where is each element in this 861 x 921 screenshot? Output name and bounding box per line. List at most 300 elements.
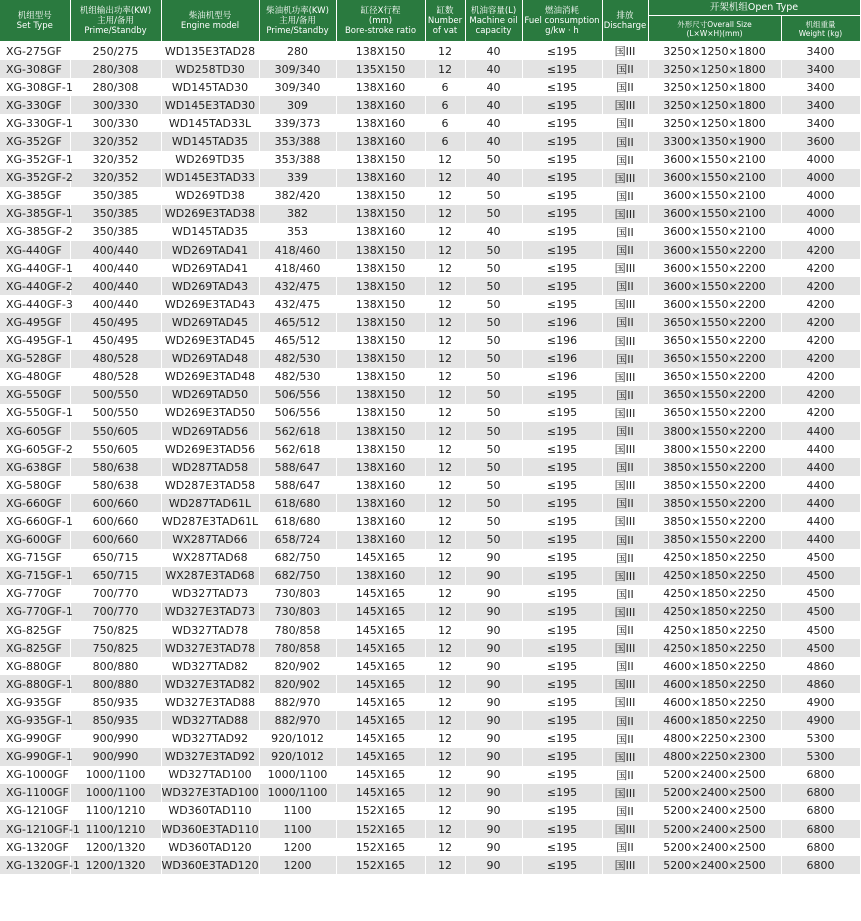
- cell-fuel-consumption: ≤195: [522, 621, 602, 639]
- cell-overall-size: 3250×1250×1800: [648, 96, 781, 114]
- cell-bore-stroke: 138X160: [336, 476, 425, 494]
- cell-fuel-consumption: ≤195: [522, 784, 602, 802]
- table-row: [0, 386, 860, 404]
- cell-discharge: 国II: [602, 78, 648, 96]
- cell-engine-model: WD327TAD88: [161, 711, 259, 729]
- table-row: [0, 766, 860, 784]
- cell-output-power: 1000/1100: [70, 784, 161, 802]
- cell-bore-stroke: 135X150: [336, 60, 425, 78]
- cell-discharge: 国III: [602, 169, 648, 187]
- cell-engine-model: WD269E3TAD38: [161, 205, 259, 223]
- cell-bore-stroke: 138X160: [336, 494, 425, 512]
- cell-discharge: 国III: [602, 675, 648, 693]
- cell-fuel-consumption: ≤195: [522, 766, 602, 784]
- cell-bore-stroke: 138X160: [336, 458, 425, 476]
- cell-vat-count: 12: [425, 784, 465, 802]
- header-bore-stroke: 缸径X行程 (mm) Bore-stroke ratio: [336, 0, 425, 42]
- table-row: [0, 60, 860, 78]
- cell-engine-model: WD145E3TAD30: [161, 96, 259, 114]
- cell-overall-size: 4800×2250×2300: [648, 748, 781, 766]
- cell-engine-model: WD287E3TAD61L: [161, 512, 259, 530]
- cell-discharge: 国III: [602, 693, 648, 711]
- table-row: [0, 512, 860, 530]
- cell-set-type: XG-1320GF-1: [0, 856, 70, 874]
- cell-oil-capacity: 50: [465, 476, 522, 494]
- cell-bore-stroke: 138X150: [336, 350, 425, 368]
- header-overall-size: 外形尺寸Overall Size (L×W×H)(mm): [648, 16, 781, 42]
- cell-engine-model: WD360TAD110: [161, 802, 259, 820]
- table-row: [0, 820, 860, 838]
- cell-engine-power: 353: [259, 223, 336, 241]
- cell-engine-power: 482/530: [259, 368, 336, 386]
- cell-oil-capacity: 90: [465, 585, 522, 603]
- cell-engine-model: WD269TAD48: [161, 350, 259, 368]
- table-row: [0, 187, 860, 205]
- cell-output-power: 900/990: [70, 730, 161, 748]
- cell-bore-stroke: 145X165: [336, 748, 425, 766]
- cell-bore-stroke: 138X150: [336, 295, 425, 313]
- cell-oil-capacity: 40: [465, 132, 522, 150]
- cell-set-type: XG-385GF-2: [0, 223, 70, 241]
- cell-fuel-consumption: ≤195: [522, 60, 602, 78]
- cell-overall-size: 3800×1550×2200: [648, 440, 781, 458]
- cell-weight: 4500: [781, 603, 860, 621]
- cell-overall-size: 4250×1850×2250: [648, 621, 781, 639]
- cell-discharge: 国III: [602, 259, 648, 277]
- cell-overall-size: 5200×2400×2500: [648, 784, 781, 802]
- table-row: [0, 856, 860, 874]
- cell-engine-power: 882/970: [259, 711, 336, 729]
- cell-set-type: XG-1100GF: [0, 784, 70, 802]
- cell-fuel-consumption: ≤195: [522, 277, 602, 295]
- header-output: 机组输出功率(KW) 主用/备用 Prime/Standby: [70, 0, 161, 42]
- cell-output-power: 400/440: [70, 259, 161, 277]
- cell-overall-size: 3850×1550×2200: [648, 531, 781, 549]
- cell-set-type: XG-1320GF: [0, 838, 70, 856]
- cell-bore-stroke: 145X165: [336, 639, 425, 657]
- cell-engine-model: WD269E3TAD56: [161, 440, 259, 458]
- cell-weight: 4400: [781, 494, 860, 512]
- cell-bore-stroke: 145X165: [336, 711, 425, 729]
- cell-output-power: 350/385: [70, 187, 161, 205]
- cell-set-type: XG-495GF-1: [0, 332, 70, 350]
- cell-set-type: XG-990GF-1: [0, 748, 70, 766]
- table-row: [0, 585, 860, 603]
- cell-set-type: XG-495GF: [0, 313, 70, 331]
- cell-bore-stroke: 138X150: [336, 332, 425, 350]
- cell-discharge: 国II: [602, 494, 648, 512]
- cell-engine-model: WD269E3TAD48: [161, 368, 259, 386]
- cell-vat-count: 12: [425, 295, 465, 313]
- cell-oil-capacity: 90: [465, 675, 522, 693]
- cell-oil-capacity: 90: [465, 657, 522, 675]
- cell-engine-model: WD327E3TAD73: [161, 603, 259, 621]
- cell-engine-power: 730/803: [259, 603, 336, 621]
- cell-engine-power: 382: [259, 205, 336, 223]
- cell-engine-power: 618/680: [259, 512, 336, 530]
- header-weight: 机组重量 Weight (kg): [781, 16, 860, 42]
- table-row: [0, 78, 860, 96]
- cell-discharge: 国II: [602, 350, 648, 368]
- header-discharge: 排放 Discharge: [602, 0, 648, 42]
- cell-fuel-consumption: ≤195: [522, 295, 602, 313]
- cell-fuel-consumption: ≤196: [522, 313, 602, 331]
- cell-fuel-consumption: ≤195: [522, 440, 602, 458]
- cell-overall-size: 3250×1250×1800: [648, 114, 781, 132]
- cell-oil-capacity: 90: [465, 766, 522, 784]
- cell-output-power: 400/440: [70, 241, 161, 259]
- cell-output-power: 450/495: [70, 313, 161, 331]
- cell-discharge: 国III: [602, 368, 648, 386]
- cell-vat-count: 12: [425, 205, 465, 223]
- cell-vat-count: 12: [425, 531, 465, 549]
- cell-bore-stroke: 138X160: [336, 78, 425, 96]
- cell-vat-count: 12: [425, 476, 465, 494]
- cell-set-type: XG-990GF: [0, 730, 70, 748]
- table-row: [0, 332, 860, 350]
- table-row: [0, 730, 860, 748]
- cell-bore-stroke: 138X160: [336, 96, 425, 114]
- cell-bore-stroke: 138X150: [336, 404, 425, 422]
- cell-bore-stroke: 138X160: [336, 512, 425, 530]
- cell-bore-stroke: 138X160: [336, 114, 425, 132]
- cell-overall-size: 3600×1550×2200: [648, 277, 781, 295]
- cell-output-power: 900/990: [70, 748, 161, 766]
- cell-set-type: XG-715GF: [0, 549, 70, 567]
- cell-discharge: 国III: [602, 639, 648, 657]
- cell-bore-stroke: 152X165: [336, 802, 425, 820]
- cell-weight: 4500: [781, 567, 860, 585]
- cell-vat-count: 12: [425, 802, 465, 820]
- table-row: [0, 295, 860, 313]
- cell-engine-model: WD327TAD92: [161, 730, 259, 748]
- cell-weight: 4200: [781, 259, 860, 277]
- cell-overall-size: 3600×1550×2100: [648, 151, 781, 169]
- cell-discharge: 国II: [602, 422, 648, 440]
- cell-bore-stroke: 138X160: [336, 223, 425, 241]
- cell-vat-count: 12: [425, 549, 465, 567]
- cell-vat-count: 12: [425, 856, 465, 874]
- cell-engine-power: 432/475: [259, 295, 336, 313]
- cell-output-power: 580/638: [70, 458, 161, 476]
- cell-weight: 4000: [781, 205, 860, 223]
- cell-weight: 4200: [781, 386, 860, 404]
- cell-vat-count: 6: [425, 78, 465, 96]
- cell-discharge: 国III: [602, 476, 648, 494]
- cell-fuel-consumption: ≤195: [522, 657, 602, 675]
- cell-bore-stroke: 152X165: [336, 838, 425, 856]
- table-row: [0, 549, 860, 567]
- cell-engine-model: WD269TAD50: [161, 386, 259, 404]
- cell-fuel-consumption: ≤195: [522, 639, 602, 657]
- cell-discharge: 国II: [602, 458, 648, 476]
- cell-bore-stroke: 138X150: [336, 277, 425, 295]
- cell-discharge: 国II: [602, 730, 648, 748]
- cell-weight: 6800: [781, 766, 860, 784]
- header-open-type: 开架机组Open Type: [648, 0, 860, 16]
- cell-discharge: 国II: [602, 60, 648, 78]
- table-row: [0, 531, 860, 549]
- table-row: [0, 96, 860, 114]
- cell-output-power: 250/275: [70, 42, 161, 61]
- cell-set-type: XG-935GF-1: [0, 711, 70, 729]
- cell-oil-capacity: 50: [465, 205, 522, 223]
- cell-weight: 4500: [781, 621, 860, 639]
- cell-oil-capacity: 40: [465, 42, 522, 61]
- cell-bore-stroke: 152X165: [336, 856, 425, 874]
- cell-discharge: 国III: [602, 567, 648, 585]
- cell-engine-model: WD269E3TAD50: [161, 404, 259, 422]
- cell-set-type: XG-308GF: [0, 60, 70, 78]
- cell-output-power: 600/660: [70, 531, 161, 549]
- cell-set-type: XG-770GF-1: [0, 603, 70, 621]
- cell-oil-capacity: 50: [465, 512, 522, 530]
- table-row: [0, 639, 860, 657]
- cell-discharge: 国II: [602, 531, 648, 549]
- cell-output-power: 1000/1100: [70, 766, 161, 784]
- cell-oil-capacity: 50: [465, 332, 522, 350]
- cell-set-type: XG-605GF-2: [0, 440, 70, 458]
- cell-oil-capacity: 50: [465, 350, 522, 368]
- cell-overall-size: 3650×1550×2200: [648, 350, 781, 368]
- table-row: [0, 151, 860, 169]
- cell-engine-model: WD145TAD33L: [161, 114, 259, 132]
- cell-discharge: 国II: [602, 549, 648, 567]
- cell-oil-capacity: 50: [465, 404, 522, 422]
- table-row: [0, 277, 860, 295]
- cell-vat-count: 6: [425, 114, 465, 132]
- cell-discharge: 国II: [602, 802, 648, 820]
- header-oil-capacity: 机油容量(L) Machine oil capacity: [465, 0, 522, 42]
- cell-oil-capacity: 40: [465, 114, 522, 132]
- cell-engine-model: WD269TAD56: [161, 422, 259, 440]
- cell-engine-power: 820/902: [259, 675, 336, 693]
- cell-output-power: 300/330: [70, 96, 161, 114]
- cell-bore-stroke: 145X165: [336, 784, 425, 802]
- cell-weight: 4000: [781, 187, 860, 205]
- table-row: [0, 422, 860, 440]
- cell-output-power: 480/528: [70, 368, 161, 386]
- cell-engine-power: 309: [259, 96, 336, 114]
- cell-output-power: 400/440: [70, 277, 161, 295]
- cell-set-type: XG-440GF-2: [0, 277, 70, 295]
- cell-output-power: 350/385: [70, 205, 161, 223]
- cell-set-type: XG-352GF: [0, 132, 70, 150]
- cell-set-type: XG-880GF: [0, 657, 70, 675]
- cell-weight: 6800: [781, 784, 860, 802]
- cell-oil-capacity: 90: [465, 567, 522, 585]
- cell-engine-model: WD327TAD82: [161, 657, 259, 675]
- cell-weight: 4400: [781, 440, 860, 458]
- cell-bore-stroke: 138X150: [336, 187, 425, 205]
- cell-oil-capacity: 40: [465, 78, 522, 96]
- cell-set-type: XG-605GF: [0, 422, 70, 440]
- cell-bore-stroke: 138X160: [336, 531, 425, 549]
- cell-bore-stroke: 138X160: [336, 567, 425, 585]
- header-fuel-consumption: 燃油消耗 Fuel consumption g/kw · h: [522, 0, 602, 42]
- cell-output-power: 300/330: [70, 114, 161, 132]
- table-row: [0, 603, 860, 621]
- cell-weight: 4200: [781, 332, 860, 350]
- cell-engine-model: WD327E3TAD100: [161, 784, 259, 802]
- cell-overall-size: 5200×2400×2500: [648, 838, 781, 856]
- cell-bore-stroke: 138X150: [336, 313, 425, 331]
- cell-overall-size: 4800×2250×2300: [648, 730, 781, 748]
- table-row: [0, 440, 860, 458]
- cell-engine-model: WD327TAD100: [161, 766, 259, 784]
- cell-weight: 6800: [781, 820, 860, 838]
- cell-set-type: XG-825GF: [0, 639, 70, 657]
- cell-vat-count: 12: [425, 350, 465, 368]
- table-row: [0, 205, 860, 223]
- cell-discharge: 国III: [602, 748, 648, 766]
- cell-overall-size: 5200×2400×2500: [648, 820, 781, 838]
- cell-bore-stroke: 138X160: [336, 169, 425, 187]
- cell-oil-capacity: 50: [465, 277, 522, 295]
- cell-engine-model: WD360E3TAD120: [161, 856, 259, 874]
- cell-oil-capacity: 50: [465, 368, 522, 386]
- cell-weight: 4500: [781, 549, 860, 567]
- cell-engine-power: 353/388: [259, 151, 336, 169]
- cell-overall-size: 3650×1550×2200: [648, 404, 781, 422]
- cell-bore-stroke: 138X160: [336, 132, 425, 150]
- cell-output-power: 350/385: [70, 223, 161, 241]
- cell-fuel-consumption: ≤195: [522, 169, 602, 187]
- cell-set-type: XG-330GF: [0, 96, 70, 114]
- cell-engine-model: WD145TAD35: [161, 132, 259, 150]
- cell-vat-count: 12: [425, 60, 465, 78]
- cell-output-power: 750/825: [70, 621, 161, 639]
- cell-overall-size: 4600×1850×2250: [648, 711, 781, 729]
- cell-discharge: 国II: [602, 657, 648, 675]
- cell-bore-stroke: 152X165: [336, 820, 425, 838]
- table-row: [0, 114, 860, 132]
- cell-fuel-consumption: ≤195: [522, 458, 602, 476]
- cell-fuel-consumption: ≤196: [522, 332, 602, 350]
- table-row: [0, 458, 860, 476]
- cell-engine-model: WX287TAD68: [161, 549, 259, 567]
- cell-weight: 4860: [781, 675, 860, 693]
- cell-engine-power: 1200: [259, 856, 336, 874]
- table-row: [0, 494, 860, 512]
- cell-bore-stroke: 145X165: [336, 693, 425, 711]
- cell-vat-count: 12: [425, 458, 465, 476]
- cell-engine-model: WD269E3TAD45: [161, 332, 259, 350]
- cell-fuel-consumption: ≤195: [522, 748, 602, 766]
- cell-oil-capacity: 40: [465, 223, 522, 241]
- cell-bore-stroke: 145X165: [336, 621, 425, 639]
- cell-output-power: 480/528: [70, 350, 161, 368]
- cell-set-type: XG-385GF: [0, 187, 70, 205]
- cell-vat-count: 12: [425, 585, 465, 603]
- cell-engine-power: 1100: [259, 802, 336, 820]
- cell-fuel-consumption: ≤195: [522, 476, 602, 494]
- cell-set-type: XG-935GF: [0, 693, 70, 711]
- cell-engine-power: 418/460: [259, 259, 336, 277]
- cell-set-type: XG-352GF-1: [0, 151, 70, 169]
- cell-overall-size: 4600×1850×2250: [648, 657, 781, 675]
- cell-engine-model: WD269TD38: [161, 187, 259, 205]
- cell-vat-count: 12: [425, 241, 465, 259]
- cell-weight: 4000: [781, 223, 860, 241]
- cell-fuel-consumption: ≤195: [522, 132, 602, 150]
- cell-fuel-consumption: ≤195: [522, 205, 602, 223]
- cell-bore-stroke: 145X165: [336, 549, 425, 567]
- cell-discharge: 国III: [602, 96, 648, 114]
- cell-engine-power: 465/512: [259, 313, 336, 331]
- cell-overall-size: 5200×2400×2500: [648, 856, 781, 874]
- cell-oil-capacity: 90: [465, 802, 522, 820]
- cell-overall-size: 3850×1550×2200: [648, 458, 781, 476]
- cell-vat-count: 12: [425, 422, 465, 440]
- cell-output-power: 280/308: [70, 60, 161, 78]
- cell-fuel-consumption: ≤195: [522, 711, 602, 729]
- cell-overall-size: 3600×1550×2200: [648, 259, 781, 277]
- cell-oil-capacity: 40: [465, 169, 522, 187]
- cell-oil-capacity: 90: [465, 730, 522, 748]
- cell-vat-count: 12: [425, 332, 465, 350]
- cell-vat-count: 12: [425, 603, 465, 621]
- cell-oil-capacity: 50: [465, 440, 522, 458]
- cell-fuel-consumption: ≤195: [522, 820, 602, 838]
- cell-discharge: 国II: [602, 711, 648, 729]
- cell-vat-count: 12: [425, 440, 465, 458]
- cell-fuel-consumption: ≤195: [522, 675, 602, 693]
- cell-discharge: 国II: [602, 241, 648, 259]
- cell-discharge: 国III: [602, 603, 648, 621]
- cell-set-type: XG-550GF: [0, 386, 70, 404]
- cell-bore-stroke: 145X165: [336, 603, 425, 621]
- cell-bore-stroke: 145X165: [336, 675, 425, 693]
- table-row: [0, 259, 860, 277]
- cell-set-type: XG-660GF-1: [0, 512, 70, 530]
- cell-engine-power: 353/388: [259, 132, 336, 150]
- cell-bore-stroke: 138X150: [336, 386, 425, 404]
- cell-output-power: 450/495: [70, 332, 161, 350]
- cell-fuel-consumption: ≤196: [522, 350, 602, 368]
- cell-vat-count: 12: [425, 657, 465, 675]
- cell-set-type: XG-1210GF: [0, 802, 70, 820]
- cell-weight: 4400: [781, 512, 860, 530]
- cell-weight: 6800: [781, 802, 860, 820]
- cell-bore-stroke: 138X150: [336, 205, 425, 223]
- cell-weight: 4200: [781, 368, 860, 386]
- cell-set-type: XG-550GF-1: [0, 404, 70, 422]
- cell-engine-power: 682/750: [259, 549, 336, 567]
- cell-fuel-consumption: ≤195: [522, 585, 602, 603]
- cell-oil-capacity: 50: [465, 259, 522, 277]
- cell-fuel-consumption: ≤195: [522, 856, 602, 874]
- cell-engine-power: 658/724: [259, 531, 336, 549]
- cell-oil-capacity: 90: [465, 838, 522, 856]
- cell-overall-size: 3250×1250×1800: [648, 78, 781, 96]
- table-row: [0, 802, 860, 820]
- cell-oil-capacity: 90: [465, 748, 522, 766]
- cell-engine-power: 309/340: [259, 78, 336, 96]
- cell-vat-count: 12: [425, 512, 465, 530]
- cell-vat-count: 12: [425, 223, 465, 241]
- cell-discharge: 国III: [602, 512, 648, 530]
- cell-weight: 4900: [781, 711, 860, 729]
- cell-engine-model: WD360E3TAD110: [161, 820, 259, 838]
- cell-engine-model: WD327E3TAD92: [161, 748, 259, 766]
- cell-output-power: 800/880: [70, 657, 161, 675]
- cell-output-power: 400/440: [70, 295, 161, 313]
- cell-bore-stroke: 138X150: [336, 42, 425, 61]
- cell-engine-model: WD327E3TAD82: [161, 675, 259, 693]
- cell-weight: 4200: [781, 350, 860, 368]
- cell-set-type: XG-440GF-3: [0, 295, 70, 313]
